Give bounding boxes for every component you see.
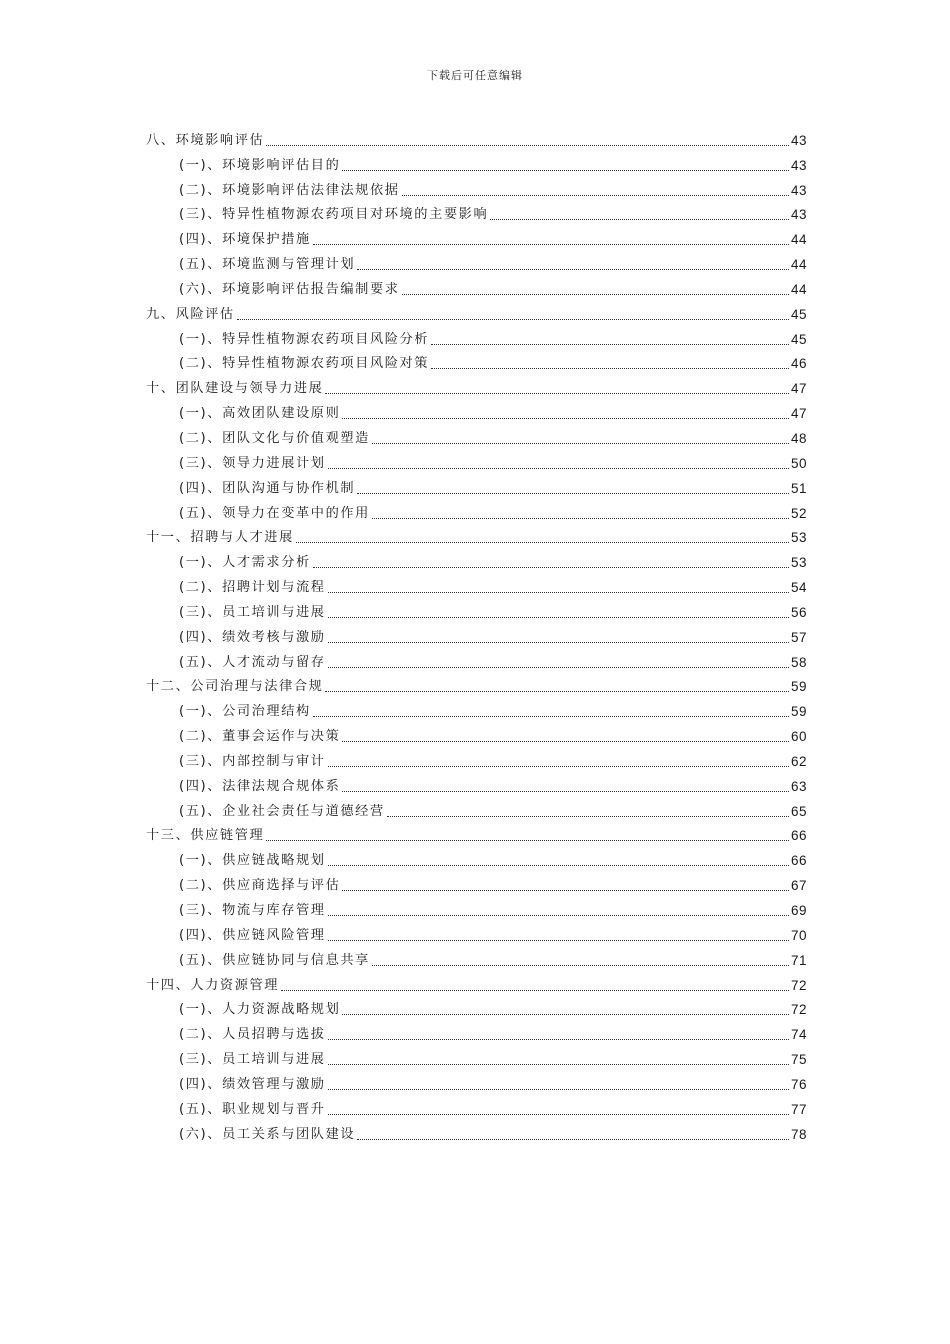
toc-entry-page-number: 44 xyxy=(790,257,807,273)
toc-chapter-entry[interactable] xyxy=(146,126,807,151)
toc-dot-leader xyxy=(431,367,789,369)
toc-entry-title: (五)、供应链协同与信息共享 xyxy=(179,952,370,968)
toc-dot-leader xyxy=(328,914,789,916)
toc-entry-page-number: 66 xyxy=(790,828,807,844)
toc-entry-page-number: 70 xyxy=(790,927,807,943)
toc-entry-page-number: 67 xyxy=(790,878,807,894)
toc-entry-page-number: 56 xyxy=(790,604,807,620)
toc-section-entry[interactable] xyxy=(146,1095,807,1120)
toc-dot-leader xyxy=(296,541,789,543)
toc-dot-leader xyxy=(372,442,789,444)
toc-entry-page-number: 74 xyxy=(790,1027,807,1043)
toc-section-entry[interactable] xyxy=(146,747,807,772)
toc-entry-title: (五)、环境监测与管理计划 xyxy=(179,257,356,273)
toc-dot-leader xyxy=(387,815,789,817)
toc-section-entry[interactable] xyxy=(146,474,807,499)
toc-entry-page-number: 53 xyxy=(790,530,807,546)
toc-dot-leader xyxy=(325,392,789,394)
toc-section-entry[interactable] xyxy=(146,1045,807,1070)
toc-dot-leader xyxy=(431,343,789,345)
toc-dot-leader xyxy=(281,989,789,991)
toc-entry-page-number: 72 xyxy=(790,1002,807,1018)
toc-section-entry[interactable] xyxy=(146,871,807,896)
toc-entry-title: (四)、绩效管理与激励 xyxy=(179,1076,326,1092)
toc-dot-leader xyxy=(266,144,789,146)
toc-entry-page-number: 72 xyxy=(790,977,807,993)
toc-section-entry[interactable] xyxy=(146,648,807,673)
toc-entry-title: (五)、职业规划与晋升 xyxy=(179,1101,326,1117)
toc-entry-title: (二)、环境影响评估法律法规依据 xyxy=(179,182,400,198)
toc-dot-leader xyxy=(342,740,789,742)
table-of-contents xyxy=(146,126,807,1145)
toc-entry-title: (一)、特异性植物源农药项目风险分析 xyxy=(179,331,430,347)
toc-section-entry[interactable] xyxy=(146,225,807,250)
toc-section-entry[interactable] xyxy=(146,722,807,747)
toc-entry-page-number: 75 xyxy=(790,1052,807,1068)
toc-entry-title: (一)、公司治理结构 xyxy=(179,704,311,720)
toc-section-entry[interactable] xyxy=(146,325,807,350)
toc-entry-title: (四)、团队沟通与协作机制 xyxy=(179,480,356,496)
toc-dot-leader xyxy=(357,492,789,494)
toc-entry-title: 十二、公司治理与法律合规 xyxy=(146,679,324,695)
toc-chapter-entry[interactable] xyxy=(146,374,807,399)
toc-entry-page-number: 45 xyxy=(790,306,807,322)
toc-entry-page-number: 48 xyxy=(790,430,807,446)
toc-entry-page-number: 59 xyxy=(790,679,807,695)
toc-section-entry[interactable] xyxy=(146,176,807,201)
toc-entry-title: (二)、团队文化与价值观塑造 xyxy=(179,430,370,446)
toc-entry-page-number: 46 xyxy=(790,356,807,372)
toc-entry-page-number: 47 xyxy=(790,406,807,422)
toc-entry-page-number: 71 xyxy=(790,952,807,968)
toc-dot-leader xyxy=(328,1088,789,1090)
toc-section-entry[interactable] xyxy=(146,896,807,921)
toc-entry-title: (二)、特异性植物源农药项目风险对策 xyxy=(179,356,430,372)
toc-chapter-entry[interactable] xyxy=(146,822,807,847)
toc-dot-leader xyxy=(357,1138,789,1140)
toc-entry-page-number: 66 xyxy=(790,853,807,869)
toc-entry-title: 十一、招聘与人才进展 xyxy=(146,530,294,546)
toc-entry-title: (二)、董事会运作与决策 xyxy=(179,729,341,745)
toc-entry-title: (三)、员工培训与进展 xyxy=(179,1052,326,1068)
toc-section-entry[interactable] xyxy=(146,846,807,871)
toc-entry-title: (五)、企业社会责任与道德经营 xyxy=(179,803,385,819)
toc-section-entry[interactable] xyxy=(146,449,807,474)
toc-section-entry[interactable] xyxy=(146,1070,807,1095)
toc-dot-leader xyxy=(402,194,789,196)
toc-entry-title: 九、风险评估 xyxy=(146,306,235,322)
toc-dot-leader xyxy=(328,1038,789,1040)
toc-dot-leader xyxy=(328,616,789,618)
toc-entry-title: 八、环境影响评估 xyxy=(146,132,265,148)
toc-entry-page-number: 54 xyxy=(790,580,807,596)
toc-dot-leader xyxy=(328,591,789,593)
toc-entry-title: (一)、环境影响评估目的 xyxy=(179,157,341,173)
toc-dot-leader xyxy=(313,715,789,717)
toc-entry-title: (一)、供应链战略规划 xyxy=(179,853,326,869)
toc-dot-leader xyxy=(342,1013,789,1015)
toc-chapter-entry[interactable] xyxy=(146,300,807,325)
toc-dot-leader xyxy=(328,765,789,767)
toc-chapter-entry[interactable] xyxy=(146,971,807,996)
toc-entry-title: (六)、环境影响评估报告编制要求 xyxy=(179,281,400,297)
toc-entry-page-number: 57 xyxy=(790,629,807,645)
toc-dot-leader xyxy=(328,864,789,866)
toc-entry-title: (四)、绩效考核与激励 xyxy=(179,629,326,645)
toc-dot-leader xyxy=(313,566,789,568)
toc-dot-leader xyxy=(237,318,789,320)
toc-section-entry[interactable] xyxy=(146,250,807,275)
toc-section-entry[interactable] xyxy=(146,424,807,449)
page-header-note: 下载后可任意编辑 xyxy=(427,69,523,82)
toc-dot-leader xyxy=(328,666,789,668)
toc-dot-leader xyxy=(342,790,789,792)
toc-entry-title: (三)、特异性植物源农药项目对环境的主要影响 xyxy=(179,207,489,223)
toc-entry-page-number: 77 xyxy=(790,1101,807,1117)
toc-entry-title: (一)、高效团队建设原则 xyxy=(179,406,341,422)
toc-entry-title: 十、团队建设与领导力进展 xyxy=(146,381,324,397)
toc-section-entry[interactable] xyxy=(146,772,807,797)
toc-dot-leader xyxy=(325,690,789,692)
toc-dot-leader xyxy=(490,218,789,220)
toc-section-entry[interactable] xyxy=(146,921,807,946)
toc-entry-title: (三)、员工培训与进展 xyxy=(179,604,326,620)
toc-entry-page-number: 44 xyxy=(790,232,807,248)
toc-entry-title: (二)、人员招聘与选拔 xyxy=(179,1027,326,1043)
toc-entry-page-number: 65 xyxy=(790,803,807,819)
toc-entry-page-number: 58 xyxy=(790,654,807,670)
toc-entry-title: 十三、供应链管理 xyxy=(146,828,265,844)
toc-section-entry[interactable] xyxy=(146,996,807,1021)
toc-entry-title: (三)、物流与库存管理 xyxy=(179,903,326,918)
toc-entry-title: (六)、员工关系与团队建设 xyxy=(179,1126,356,1142)
toc-dot-leader xyxy=(266,839,789,841)
toc-entry-title: (一)、人力资源战略规划 xyxy=(179,1002,341,1018)
toc-entry-page-number: 50 xyxy=(790,455,807,471)
toc-entry-title: (四)、环境保护措施 xyxy=(179,232,311,248)
toc-dot-leader xyxy=(342,889,789,891)
toc-entry-page-number: 69 xyxy=(790,903,807,918)
toc-entry-page-number: 52 xyxy=(790,505,807,521)
toc-dot-leader xyxy=(328,1063,789,1065)
toc-entry-title: (五)、领导力在变革中的作用 xyxy=(179,505,370,521)
toc-section-entry[interactable] xyxy=(146,1120,807,1145)
toc-entry-page-number: 44 xyxy=(790,281,807,297)
toc-entry-page-number: 59 xyxy=(790,704,807,720)
toc-dot-leader xyxy=(313,243,789,245)
toc-dot-leader xyxy=(357,268,789,270)
toc-section-entry[interactable] xyxy=(146,797,807,822)
toc-dot-leader xyxy=(372,964,789,966)
toc-entry-title: (四)、供应链风险管理 xyxy=(179,927,326,943)
toc-section-entry[interactable] xyxy=(146,350,807,375)
toc-section-entry[interactable] xyxy=(146,548,807,573)
toc-dot-leader xyxy=(328,1113,789,1115)
toc-dot-leader xyxy=(328,939,789,941)
toc-dot-leader xyxy=(342,169,789,171)
toc-entry-title: (二)、供应商选择与评估 xyxy=(179,878,341,894)
toc-section-entry[interactable] xyxy=(146,201,807,226)
toc-entry-page-number: 47 xyxy=(790,381,807,397)
toc-dot-leader xyxy=(328,467,789,469)
toc-dot-leader xyxy=(372,517,789,519)
toc-section-entry[interactable] xyxy=(146,573,807,598)
toc-entry-page-number: 43 xyxy=(790,182,807,198)
toc-entry-title: (三)、内部控制与审计 xyxy=(179,753,326,769)
toc-chapter-entry[interactable] xyxy=(146,673,807,698)
toc-entry-title: (五)、人才流动与留存 xyxy=(179,654,326,670)
toc-chapter-entry[interactable] xyxy=(146,524,807,549)
toc-entry-title: (三)、领导力进展计划 xyxy=(179,455,326,471)
toc-entry-title: (二)、招聘计划与流程 xyxy=(179,580,326,596)
toc-dot-leader xyxy=(328,641,789,643)
toc-entry-page-number: 43 xyxy=(790,157,807,173)
toc-entry-page-number: 51 xyxy=(790,480,807,496)
toc-entry-page-number: 43 xyxy=(790,132,807,148)
toc-section-entry[interactable] xyxy=(146,623,807,648)
toc-dot-leader xyxy=(342,417,789,419)
toc-section-entry[interactable] xyxy=(146,697,807,722)
toc-entry-page-number: 53 xyxy=(790,555,807,571)
toc-section-entry[interactable] xyxy=(146,399,807,424)
toc-entry-page-number: 63 xyxy=(790,778,807,794)
toc-entry-page-number: 60 xyxy=(790,729,807,745)
toc-entry-title: (四)、法律法规合规体系 xyxy=(179,778,341,794)
toc-entry-title: 十四、人力资源管理 xyxy=(146,977,280,993)
toc-section-entry[interactable] xyxy=(146,151,807,176)
toc-section-entry[interactable] xyxy=(146,598,807,623)
toc-entry-page-number: 45 xyxy=(790,331,807,347)
toc-entry-title: (一)、人才需求分析 xyxy=(179,555,311,571)
toc-entry-page-number: 76 xyxy=(790,1076,807,1092)
toc-section-entry[interactable] xyxy=(146,499,807,524)
toc-entry-page-number: 78 xyxy=(790,1126,807,1142)
toc-entry-page-number: 62 xyxy=(790,753,807,769)
toc-section-entry[interactable] xyxy=(146,275,807,300)
toc-entry-page-number: 43 xyxy=(790,207,807,223)
toc-dot-leader xyxy=(402,293,789,295)
toc-section-entry[interactable] xyxy=(146,1020,807,1045)
toc-section-entry[interactable] xyxy=(146,946,807,971)
